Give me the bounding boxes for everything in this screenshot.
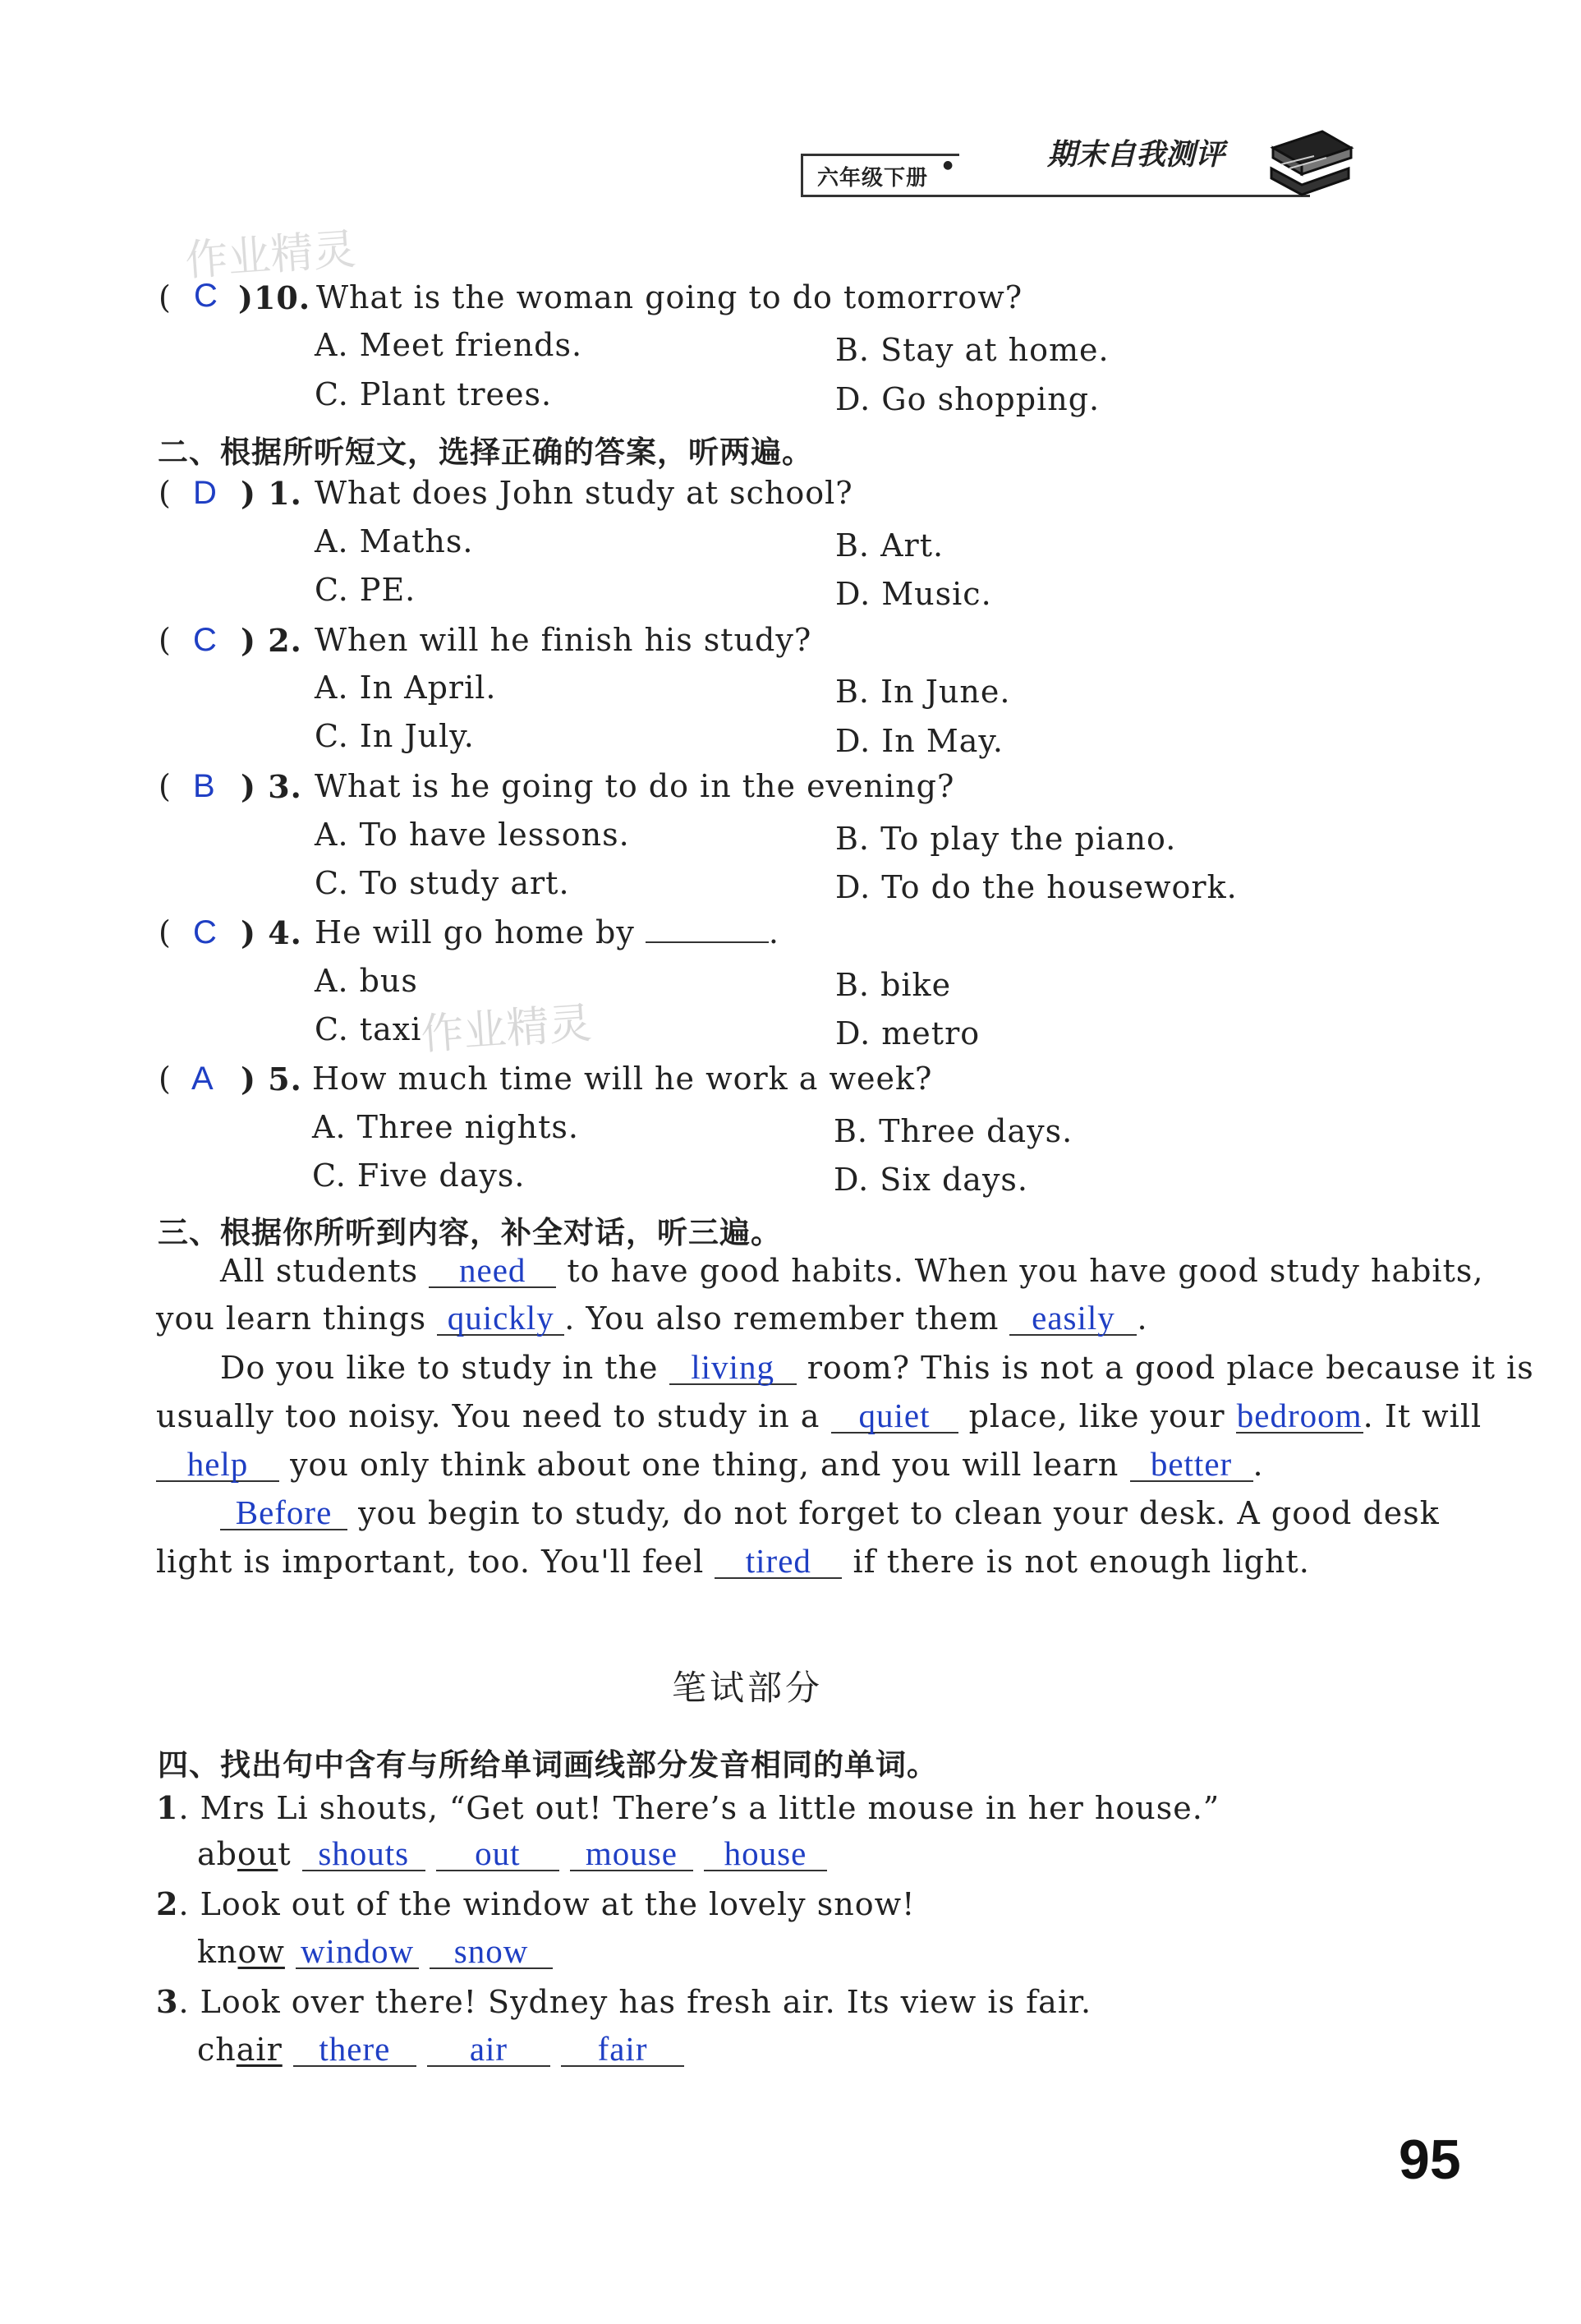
s2-q3-number-text: 3 [268,768,291,805]
section2-heading: 二、根据所听短文，选择正确的答案，听两遍。 [158,435,813,470]
s2-q1-number: ) 1. [241,475,302,512]
s2-q2-paren: ( [159,622,172,658]
s4-q1-answer-3: mouse [570,1837,693,1871]
s4-q1-word-post: t [278,1836,292,1872]
s2-q3-number: ) 3. [241,768,302,805]
s2-q1-question: What does John study at school? [315,475,853,511]
s3-blank-before: Before [220,1496,347,1530]
s4-q2-sentence-text: Look out of the window at the lovely snow! [200,1886,916,1922]
s4-q3-answers-row [197,2032,684,2068]
s2-q2-number-text: 2 [268,622,291,659]
s4-q2-answers-row [197,1934,553,1970]
s2-q3-option-a: A. To have lessons. [315,817,630,853]
s4-q2-word-ul: ow [237,1934,285,1970]
s3-p2-text4: place, like your [968,1398,1225,1434]
s4-q3-sentence: 3. Look over there! Sydney has fresh air. Its view is fair. [156,1983,1092,2020]
s3-p1-text4: . You also remember them [564,1300,1000,1337]
s2-q5-paren: ( [159,1061,172,1097]
section3-heading: 三、根据你所听到内容，补全对话，听三遍。 [158,1215,782,1250]
s4-q3-word [197,2032,283,2068]
s4-q3-answer-2: air [427,2032,550,2067]
s2-q5-number: ) 5. [241,1061,302,1098]
s2-q4-blank [646,941,769,943]
s3-p2-text5: . It will [1363,1398,1482,1434]
s2-q2-question: When will he finish his study? [315,622,812,658]
s3-p1-line1 [220,1253,1483,1289]
q10-question: What is the woman going to do tomorrow? [316,279,1023,315]
s2-q3-option-c: C. To study art. [315,865,570,901]
s2-q5-question: How much time will he work a week? [312,1061,933,1097]
s3-p3-text1: you begin to study, do not forget to clean your desk. A good desk [358,1495,1440,1531]
s4-q3-word-pre: ch [197,2032,237,2068]
s4-q3-word-ul: air [236,2032,283,2068]
s2-q1-answer-mark: D [193,475,217,511]
q10-option-c: C. Plant trees. [315,376,553,412]
s4-q3-answer-3: fair [561,2032,684,2067]
s3-blank-easily: easily [1009,1301,1137,1336]
s2-q4-number-text: 4 [268,914,291,951]
s2-q4-option-b: B. bike [835,967,952,1003]
q10-option-b: B. Stay at home. [835,332,1110,368]
s2-q2-option-b: B. In June. [835,674,1011,710]
watermark-middle: 作业精灵 [419,998,594,1061]
s2-q1-option-a: A. Maths. [315,523,474,559]
s3-blank-quiet: quiet [831,1399,958,1434]
s4-q1-answer-2: out [436,1837,559,1871]
s3-blank-help: help [156,1447,279,1482]
s3-p2-text3: usually too noisy. You need to study in a [156,1398,820,1434]
s4-q3-number: 3 [156,1983,179,2020]
s2-q4-number: ) 4. [241,914,302,951]
s2-q2-option-c: C. In July. [315,718,475,754]
s3-p2-text6: you only think about one thing, and you will learn [290,1447,1119,1483]
header-title: 期末自我测评 [1047,138,1225,172]
s3-p3-text2: light is important, too. You'll feel [156,1544,705,1580]
s4-q1-sentence: 1. Mrs Li shouts, “Get out! There’s a little mouse in her house.” [156,1789,1220,1826]
s3-p3-text3: if there is not enough light. [853,1544,1310,1580]
s4-q1-word-ul: ou [237,1836,278,1872]
s3-p1-line2 [156,1300,1148,1337]
s3-p3-line1 [220,1495,1440,1531]
s4-q1-answer-4: house [704,1837,827,1871]
section4-heading: 四、找出句中含有与所给单词画线部分发音相同的单词。 [158,1747,938,1783]
books-icon [1265,123,1355,201]
s4-q2-number: 2 [156,1885,179,1922]
written-part-title: 笔试部分 [672,1668,824,1708]
s4-q1-word [197,1836,292,1872]
s3-blank-better: better [1130,1447,1253,1482]
s3-blank-need: need [429,1254,556,1288]
s2-q5-option-d: D. Six days. [834,1162,1028,1198]
s4-q3-answer-1: there [293,2032,416,2067]
q10-number: )10. [238,279,311,316]
q10-option-d: D. Go shopping. [835,381,1101,417]
s3-p3-line2 [156,1544,1310,1580]
s4-q2-answer-1: window [296,1935,419,1969]
s3-blank-living: living [669,1351,797,1385]
watermark-top: 作业精灵 [183,224,358,287]
s3-blank-quickly: quickly [437,1301,564,1336]
s4-q1-answer-1: shouts [302,1837,425,1871]
s2-q5-option-c: C. Five days. [312,1157,526,1194]
s3-p2-text2: room? This is not a good place because it is [807,1350,1534,1386]
header-rule [801,195,1310,197]
s2-q5-answer-mark: A [191,1061,214,1097]
s2-q3-paren: ( [159,768,172,804]
q10-answer-mark: C [194,278,218,314]
header-dot: ● [943,159,954,172]
page-number: 95 [1399,2128,1461,2191]
s2-q4-option-d: D. metro [835,1015,981,1052]
s4-q1-sentence-text: Mrs Li shouts, “Get out! There’s a little mouse in her house.” [200,1790,1220,1826]
s2-q3-question: What is he going to do in the evening? [315,768,955,804]
s4-q2-answer-2: snow [430,1935,553,1969]
s2-q4-option-a: A. bus [315,963,418,999]
s2-q1-option-c: C. PE. [315,572,416,608]
s3-p2-line3 [156,1447,1264,1483]
s2-q2-answer-mark: C [193,622,217,658]
s2-q2-option-a: A. In April. [315,670,497,706]
s3-p2-line2 [156,1398,1482,1434]
s4-q1-word-pre: ab [197,1836,237,1872]
s2-q5-option-a: A. Three nights. [312,1109,579,1145]
s2-q2-number: ) 2. [241,622,302,659]
q10-number-text: 10 [253,279,299,316]
s3-p1-text2: to have good habits. When you have good study habits, [567,1253,1484,1289]
s3-p1-text5: . [1137,1300,1148,1337]
s2-q1-number-text: 1 [268,475,291,512]
s2-q4-question-text: He will go home by [315,914,635,950]
s4-q1-number: 1 [156,1789,179,1826]
s2-q4-option-c: C. taxi [315,1011,422,1047]
s2-q1-paren: ( [159,475,172,511]
s2-q4-paren: ( [159,914,172,950]
s2-q5-option-b: B. Three days. [834,1113,1073,1149]
s3-p1-text1: All students [220,1253,419,1289]
s3-p2-text7: . [1252,1447,1264,1483]
s4-q2-word [197,1934,285,1970]
s4-q2-word-pre: kn [197,1934,238,1970]
q10-paren-left: ( [159,279,172,315]
q10-option-a: A. Meet friends. [315,327,583,363]
s3-p2-text1: Do you like to study in the [220,1350,659,1386]
s2-q5-number-text: 5 [268,1061,291,1098]
s3-p2-line1 [220,1350,1534,1386]
s2-q4-answer-mark: C [193,914,217,950]
s3-blank-tired: tired [715,1544,842,1579]
s2-q2-option-d: D. In May. [835,723,1004,759]
s2-q4-question: He will go home by . [315,914,779,950]
s4-q3-sentence-text: Look over there! Sydney has fresh air. Its view is fair. [200,1984,1092,2020]
s3-p1-text3: you learn things [156,1300,427,1337]
s2-q1-option-b: B. Art. [835,527,944,564]
s2-q1-option-d: D. Music. [835,576,992,612]
header-grade-label: 六年级下册 [817,166,929,191]
s2-q3-option-d: D. To do the housework. [835,869,1238,905]
s2-q3-answer-mark: B [193,768,215,804]
s2-q3-option-b: B. To play the piano. [835,821,1177,857]
s4-q1-answers-row [197,1836,827,1872]
s4-q2-sentence: 2. Look out of the window at the lovely snow! [156,1885,916,1922]
s3-blank-bedroom: bedroom [1236,1397,1363,1434]
